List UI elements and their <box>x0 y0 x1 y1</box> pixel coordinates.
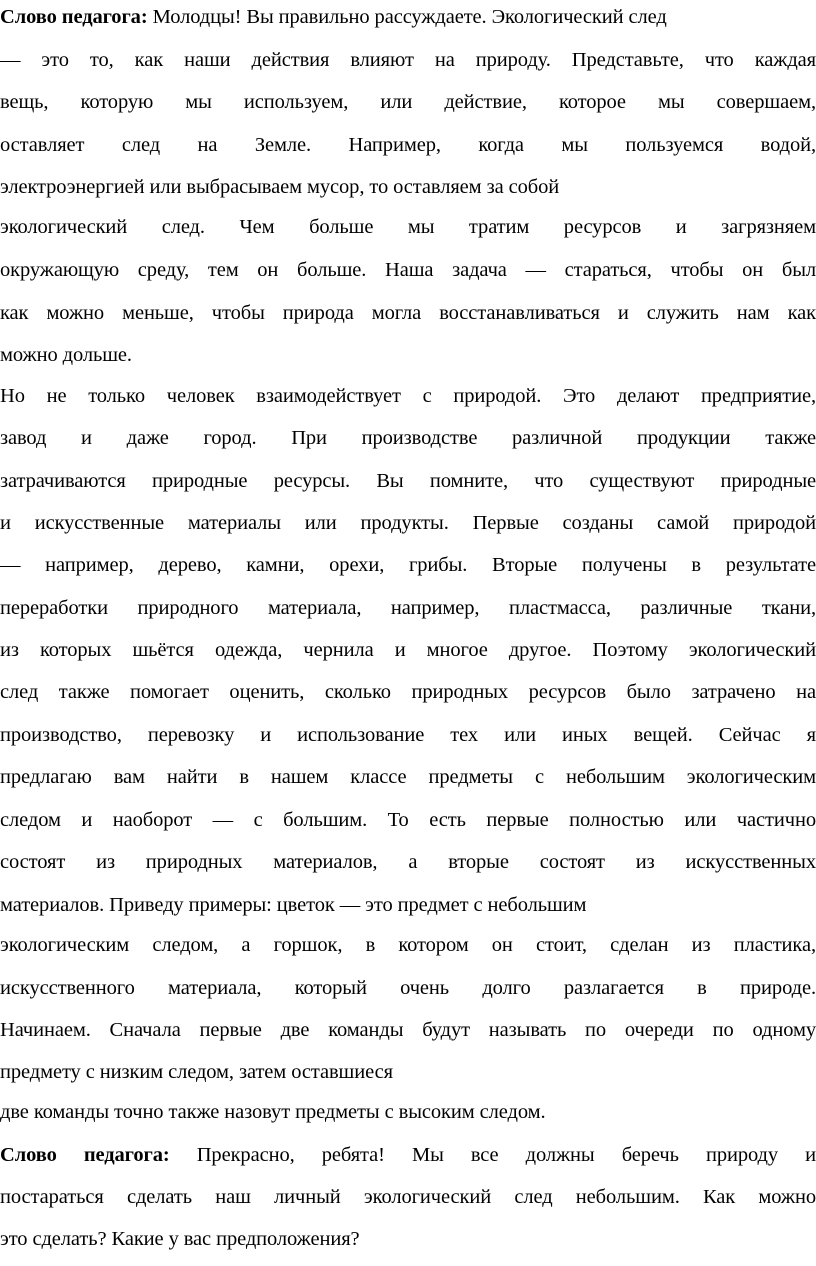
text-line: две команды точно также назовут предметы с высоким следом. <box>0 1101 546 1123</box>
text-line <box>0 1140 816 1170</box>
text-line: из которых шьётся одежда, чернила и многое другое. Поэтому экологический <box>0 639 816 661</box>
text-line: Начинаем. Сначала первые две команды будут называть по очереди по одному <box>0 1019 816 1041</box>
text-line: можно дольше. <box>0 344 132 366</box>
text-line: экологический след. Чем больше мы тратим ресурсов и загрязняем <box>0 216 816 238</box>
text-line: оставляет след на Земле. Например, когда мы пользуемся водой, <box>0 134 816 156</box>
text-line: материалов. Приведу примеры: цветок — это предмет с небольшим <box>0 894 587 916</box>
text-line: искусственного материала, который очень долго разлагается в природе. <box>0 977 816 999</box>
text-line: окружающую среду, тем он больше. Наша задача — стараться, чтобы он был <box>0 259 816 281</box>
text-line: электроэнергией или выбрасываем мусор, то оставляем за собой <box>0 176 560 198</box>
text-line: как можно меньше, чтобы природа могла восстанавливаться и служить нам как <box>0 302 816 324</box>
text-line: постараться сделать наш личный экологический след небольшим. Как можно <box>0 1186 816 1208</box>
text-line: след также помогает оценить, сколько природных ресурсов было затрачено на <box>0 681 816 703</box>
text-line: затрачиваются природные ресурсы. Вы помните, что существуют природные <box>0 470 816 492</box>
text-line: производство, перевозку и использование тех или иных вещей. Сейчас я <box>0 724 816 746</box>
text-line: предмету с низким следом, затем оставшиеся <box>0 1061 393 1083</box>
text-line: — например, дерево, камни, орехи, грибы. Вторые получены в результате <box>0 554 816 576</box>
text-line: переработки природного материала, например, пластмасса, различные ткани, <box>0 597 816 619</box>
speaker-label: Слово педагога: <box>0 1144 170 1166</box>
text-line: экологическим следом, а горшок, в котором он стоит, сделан из пластика, <box>0 934 816 956</box>
line-text: Молодцы! Вы правильно рассуждаете. Экологический след <box>147 6 667 28</box>
line-text: Прекрасно, ребята! Мы все должны беречь природу и <box>169 1144 816 1166</box>
text-line: вещь, которую мы используем, или действие, которое мы совершаем, <box>0 91 816 113</box>
text-line: завод и даже город. При производстве различной продукции также <box>0 427 816 449</box>
text-line: следом и наоборот — с большим. То есть первые полностью или частично <box>0 809 816 831</box>
text-line: — это то, как наши действия влияют на природу. Представьте, что каждая <box>0 49 816 71</box>
text-line <box>0 2 816 32</box>
text-line: Но не только человек взаимодействует с природой. Это делают предприятие, <box>0 385 816 407</box>
text-line: состоят из природных материалов, а вторые состоят из искусственных <box>0 851 816 873</box>
text-line: предлагаю вам найти в нашем классе предметы с небольшим экологическим <box>0 766 816 788</box>
speaker-label: Слово педагога: <box>0 6 148 28</box>
text-line: и искусственные материалы или продукты. Первые созданы самой природой <box>0 512 816 534</box>
text-line: это сделать? Какие у вас предположения? <box>0 1228 360 1250</box>
